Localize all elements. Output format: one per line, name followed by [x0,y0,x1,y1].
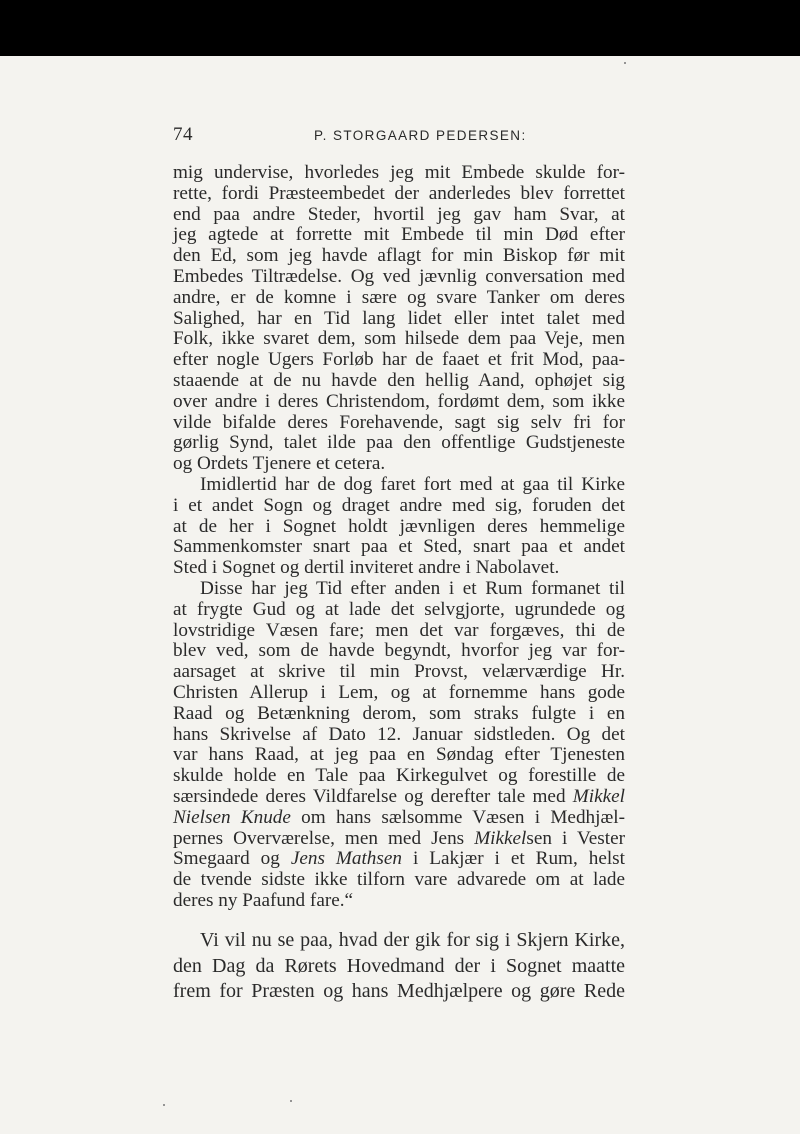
text-line: i et andet Sogn og draget andre med sig, foruden det [173,494,625,516]
text-line: var hans Raad, at jeg paa en Søndag efter Tjenesten [173,744,625,766]
text-line: at de her i Sognet holdt jævnligen deres hemmelige [173,515,625,537]
text-line: Disse har jeg Tid efter anden i et Rum formanet til [200,577,625,599]
text-line: Vi vil nu se paa, hvad der gik for sig i Skjern Kirke, [200,929,625,951]
text-line: gørlig Synd, talet ilde paa den offentlige Gudstjeneste [173,432,625,454]
text-line: end paa andre Steder, hvortil jeg gav ham Svar, at [173,203,625,225]
text-line: Sammenkomster snart paa et Sted, snart paa et andet [173,536,625,558]
text-line: hans Skrivelse af Dato 12. Januar sidstleden. Og det [173,723,625,745]
text-line: deres ny Paafund fare.“ [173,889,354,911]
text-line: lovstridige Væsen fare; men det var forgæves, thi de [173,619,625,641]
text-line: Nielsen Knude om hans sælsomme Væsen i Medhjæl- [173,806,625,828]
text-line: efter nogle Ugers Forløb har de faaet et frit Mod, paa- [173,349,625,371]
paragraph-3 [173,579,625,912]
text-line: at frygte Gud og at lade det selvgjorte, ugrundede og [173,598,625,620]
scan-speck [624,62,626,64]
text-line: Imidlertid har de dog faret fort med at gaa til Kirke [200,473,625,495]
text-line: frem for Præsten og hans Medhjælpere og gøre Rede [173,980,625,1002]
body-text [173,163,625,912]
text-line: mig undervise, hvorledes jeg mit Embede skulde for- [173,162,625,183]
page-header [173,122,625,152]
text-line: over andre i deres Christendom, fordømt dem, som ikke [173,390,625,412]
text-line: de tvende sidste ikke tilforn vare advarede om at lade [173,869,625,891]
text-line: den Dag da Rørets Hovedmand der i Sognet maatte [173,954,625,977]
running-head: P. STORGAARD PEDERSEN: [314,128,527,143]
text-line: Christen Allerup i Lem, og at fornemme hans gode [173,681,625,703]
text-line: jeg agtede at forrette mit Embede til min Død efter [173,224,625,246]
page-number: 74 [173,124,193,145]
scan-speck [290,1100,292,1102]
scan-border [0,0,800,56]
scan-speck [163,1104,165,1106]
closing-paragraph [173,928,625,1005]
text-line: skulde holde en Tale paa Kirkegulvet og forestille de [173,765,625,787]
text-line: Smegaard og Jens Mathsen i Lakjær i et Rum, helst [173,848,625,870]
text-line: Raad og Betænkning derom, som straks fulgte i en [173,702,625,724]
text-line: aarsaget at skrive til min Provst, velærværdige Hr. [173,661,625,683]
text-line: staaende at de nu havde den hellig Aand, ophøjet sig [173,369,625,391]
text-line: Folk, ikke svaret dem, som hilsede dem paa Veje, men [173,328,625,350]
text-line: og Ordets Tjenere et cetera. [173,453,386,475]
text-line: særsindede deres Vildfarelse og derefter tale med Mikkel [173,785,625,807]
text-line: andre, er de komne i sære og svare Tanker om deres [173,286,625,308]
text-line: Sted i Sognet og dertil inviteret andre i Nabolavet. [173,557,560,579]
text-line: blev ved, som de havde begyndt, hvorfor jeg var for- [173,640,625,662]
text-line: den Ed, som jeg havde aflagt for min Biskop før mit [173,245,625,267]
text-line: Salighed, har en Tid lang lidet eller intet talet med [173,307,625,329]
paragraph-1 [173,163,625,475]
text-line: pernes Overværelse, men med Jens Mikkelsen i Vester [173,827,625,849]
text-line: vilde bifalde deres Forehavende, sagt sig selv fri for [173,411,625,433]
paragraph-2 [173,475,625,579]
text-line: rette, fordi Præsteembedet der anderledes blev forrettet [173,182,625,204]
text-line: Embedes Tiltrædelse. Og ved jævnlig conversation med [173,265,625,287]
